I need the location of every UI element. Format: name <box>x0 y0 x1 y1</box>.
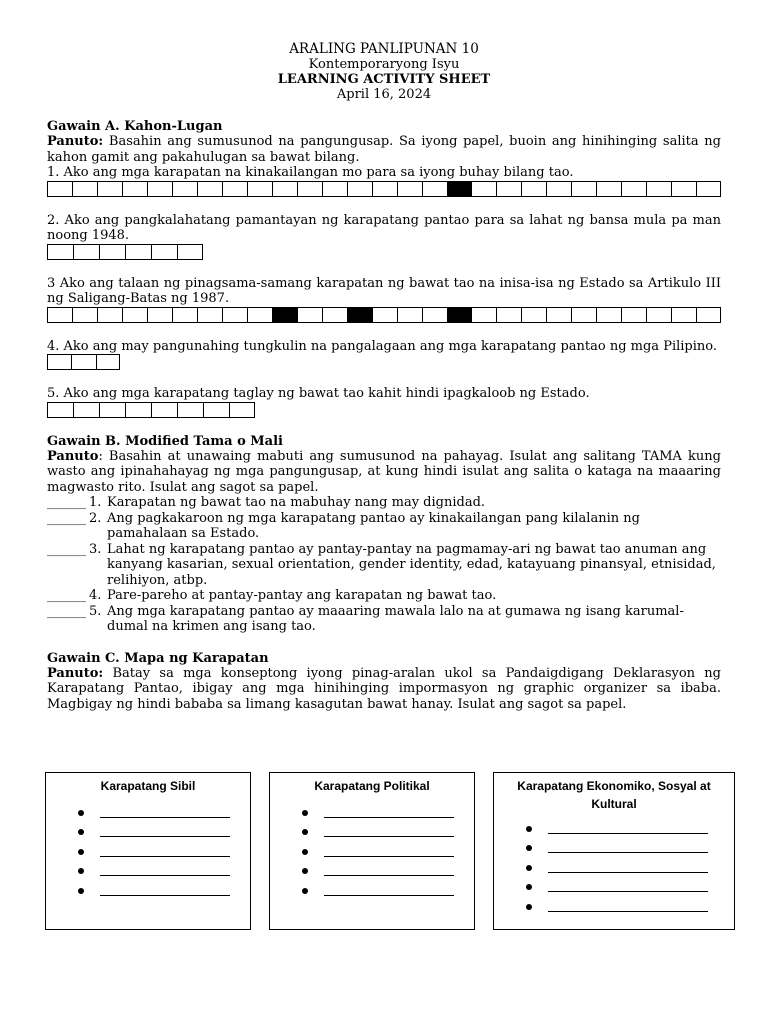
sheet-title: LEARNING ACTIVITY SHEET <box>277 72 491 87</box>
gawain-b-items <box>47 495 721 635</box>
tf-item-4 <box>47 588 721 604</box>
letter-cell[interactable] <box>671 307 696 323</box>
subject-title: ARALING PANLIPUNAN 10 <box>289 41 479 57</box>
letter-cell[interactable] <box>47 244 73 260</box>
question-1: 1. Ako ang mga karapatan na kinakailangan mo para sa iyong buhay bilang tao. <box>47 165 574 180</box>
gawain-c-instructions <box>47 666 721 713</box>
panuto-text: Batay sa mga konseptong iyong pinag-aralan ukol sa Pandaigdigang Deklarasyon ng Karapatang Pantao, ibigay ang mga hinihinging impormasyon ng graphic organizer sa ibaba. Magbigay ng hindi bababa sa limang kasagutan bawat hanay. Isulat ang sagot sa papel. <box>47 665 721 712</box>
question-4: 4. Ako ang may pangunahing tungkulin na pangalagaan ang mga karapatang pantao ng mga Pilipino. <box>47 338 717 354</box>
answer-line <box>78 862 230 882</box>
item-text: Pare-pareho at pantay-pantay ang karapatan ng bawat tao. <box>107 588 497 603</box>
bullet-icon <box>526 904 532 910</box>
gawain-c-title: Gawain C. Mapa ng Karapatan <box>47 650 269 666</box>
blank-line[interactable] <box>324 836 454 837</box>
letter-cell[interactable] <box>99 402 125 418</box>
letter-cell[interactable] <box>125 244 151 260</box>
letter-cell[interactable] <box>646 181 671 197</box>
blocked-cell <box>347 307 372 323</box>
letter-cell[interactable] <box>151 402 177 418</box>
bullet-icon <box>302 849 308 855</box>
answer-line <box>526 897 708 917</box>
box-title: Karapatang Politikal <box>314 779 430 793</box>
answer-line <box>302 823 454 843</box>
answer-grid-5 <box>47 402 721 418</box>
bullet-icon <box>78 849 84 855</box>
box-karapatang-sibil <box>45 772 251 930</box>
letter-cell[interactable] <box>47 181 72 197</box>
panuto-text: : Basahin at unawaing mabuti ang sumusunod na pahayag. Isulat ang salitang TAMA kung wasto ang ipinahahayag ng mga pangungusap, at kung hindi isulat ang salita o kataga na maaaring magwasto rito. Isulat ang sagot sa papel. <box>47 448 721 495</box>
subtitle: Kontemporaryong Isyu <box>308 57 460 72</box>
letter-cell[interactable] <box>621 307 646 323</box>
blank-line[interactable] <box>548 852 708 853</box>
answer-line <box>78 823 230 843</box>
letter-cell[interactable] <box>47 307 72 323</box>
letter-cell[interactable] <box>521 307 546 323</box>
blank-line[interactable] <box>100 875 230 876</box>
gawain-a-title: Gawain A. Kahon-Lugan <box>47 119 223 134</box>
worksheet <box>47 42 721 712</box>
letter-cell[interactable] <box>73 402 99 418</box>
answer-line <box>78 842 230 862</box>
gawain-a-instructions <box>47 134 721 165</box>
blank-line[interactable] <box>100 895 230 896</box>
letter-cell[interactable] <box>177 244 203 260</box>
blocked-cell <box>272 307 297 323</box>
letter-cell[interactable] <box>71 354 95 370</box>
tf-item-5 <box>47 604 721 635</box>
bullet-icon <box>78 868 84 874</box>
panuto-text: Basahin ang sumusunod na pangungusap. Sa iyong papel, buoin ang hinihinging salita ng kahon gamit ang pakahulugan sa bawat bilang. <box>47 134 721 165</box>
letter-cell[interactable] <box>397 307 422 323</box>
letter-cell[interactable] <box>297 307 322 323</box>
blank-line[interactable] <box>324 817 454 818</box>
answer-line <box>526 819 708 839</box>
item-text: Lahat ng karapatang pantao ay pantay-pantay na pagmamay-ari ng bawat tao anuman ang kanyang kasarian, sexual orientation, gender identity, edad, katayuang pinansyal, etnisidad, relihiyon, atbp. <box>107 541 716 588</box>
letter-cell[interactable] <box>272 181 297 197</box>
letter-cell[interactable] <box>422 307 447 323</box>
panuto-label: Panuto: <box>47 134 104 149</box>
letter-cell[interactable] <box>496 181 521 197</box>
bullet-icon <box>526 845 532 851</box>
answer-line <box>526 878 708 898</box>
blank-line[interactable] <box>100 817 230 818</box>
letter-cell[interactable] <box>172 181 197 197</box>
letter-cell[interactable] <box>197 307 222 323</box>
letter-cell[interactable] <box>47 354 71 370</box>
letter-cell[interactable] <box>229 402 255 418</box>
letter-cell[interactable] <box>471 307 496 323</box>
answer-blank[interactable]: ______ <box>47 495 86 510</box>
answer-line <box>302 881 454 901</box>
answer-grid-1 <box>47 181 721 197</box>
letter-cell[interactable] <box>222 307 247 323</box>
date: April 16, 2024 <box>336 87 432 102</box>
header <box>47 42 721 102</box>
box-karapatang-ekonomiko <box>493 772 735 930</box>
bullet-icon <box>302 829 308 835</box>
letter-cell[interactable] <box>125 402 151 418</box>
item-number: 1. <box>89 495 102 510</box>
letter-cell[interactable] <box>496 307 521 323</box>
blank-line[interactable] <box>548 911 708 912</box>
blank-line[interactable] <box>548 891 708 892</box>
letter-cell[interactable] <box>322 307 347 323</box>
answer-grid-3 <box>47 307 721 323</box>
letter-cell[interactable] <box>97 181 122 197</box>
answer-line <box>78 803 230 823</box>
gawain-a-items <box>47 165 721 418</box>
bullet-icon <box>302 810 308 816</box>
letter-cell[interactable] <box>546 181 571 197</box>
tf-item-2 <box>47 511 721 542</box>
question-3: 3 Ako ang talaan ng pinagsama-samang karapatan ng bawat tao na inisa-isa ng Estado sa Artikulo III ng Saligang-Batas ng 1987. <box>47 275 721 306</box>
bullet-icon <box>526 884 532 890</box>
bullet-icon <box>78 829 84 835</box>
bullet-icon <box>526 865 532 871</box>
letter-cell[interactable] <box>571 181 596 197</box>
answer-line <box>302 842 454 862</box>
bullet-icon <box>302 888 308 894</box>
item-number: 3. <box>89 541 102 557</box>
blank-line[interactable] <box>548 872 708 873</box>
letter-cell[interactable] <box>96 354 120 370</box>
letter-cell[interactable] <box>97 307 122 323</box>
box-title: Karapatang Sibil <box>100 779 196 793</box>
letter-cell[interactable] <box>247 181 272 197</box>
letter-cell[interactable] <box>72 307 97 323</box>
blank-line[interactable] <box>100 856 230 857</box>
item-number: 2. <box>89 510 102 526</box>
box-title: Karapatang Ekonomiko, Sosyal at Kultural <box>517 779 711 811</box>
blocked-cell <box>447 307 472 323</box>
box-karapatang-politikal <box>269 772 475 930</box>
answer-blank[interactable]: ______ <box>47 541 86 557</box>
letter-cell[interactable] <box>73 244 99 260</box>
letter-cell[interactable] <box>122 307 147 323</box>
answer-line <box>78 881 230 901</box>
letter-cell[interactable] <box>172 307 197 323</box>
answer-blank[interactable]: ______ <box>47 588 86 603</box>
letter-cell[interactable] <box>621 181 646 197</box>
letter-cell[interactable] <box>222 181 247 197</box>
blank-line[interactable] <box>324 875 454 876</box>
bullet-icon <box>78 888 84 894</box>
tf-item-3 <box>47 542 721 589</box>
letter-cell[interactable] <box>72 181 97 197</box>
panuto-label: Panuto <box>47 448 99 464</box>
letter-cell[interactable] <box>297 181 322 197</box>
letter-cell[interactable] <box>521 181 546 197</box>
blank-line[interactable] <box>324 856 454 857</box>
letter-cell[interactable] <box>372 307 397 323</box>
panuto-label: Panuto: <box>47 665 104 681</box>
letter-cell[interactable] <box>247 307 272 323</box>
blank-line[interactable] <box>548 833 708 834</box>
item-text: Ang pagkakaroon ng mga karapatang pantao ay kinakailangan pang kilalanin ng pamahalaan sa Estado. <box>107 510 640 541</box>
question-2: 2. Ako ang pangkalahatang pamantayan ng karapatang pantao para sa lahat ng bansa mula pa man noong 1948. <box>47 212 721 243</box>
question-5: 5. Ako ang mga karapatang taglay ng bawat tao kahit hindi ipagkaloob ng Estado. <box>47 386 590 401</box>
blank-line[interactable] <box>100 836 230 837</box>
letter-cell[interactable] <box>646 307 671 323</box>
letter-cell[interactable] <box>596 181 621 197</box>
blank-line[interactable] <box>324 895 454 896</box>
letter-cell[interactable] <box>696 307 721 323</box>
letter-cell[interactable] <box>471 181 496 197</box>
letter-cell[interactable] <box>671 181 696 197</box>
tf-item-1 <box>47 495 721 511</box>
item-number: 5. <box>89 603 102 619</box>
letter-cell[interactable] <box>151 244 177 260</box>
letter-cell[interactable] <box>147 307 172 323</box>
graphic-organizer <box>45 772 735 930</box>
letter-cell[interactable] <box>99 244 125 260</box>
letter-cell[interactable] <box>197 181 222 197</box>
letter-cell[interactable] <box>372 181 397 197</box>
bullet-icon <box>78 810 84 816</box>
blocked-cell <box>447 181 472 197</box>
letter-cell[interactable] <box>203 402 229 418</box>
bullet-icon <box>302 868 308 874</box>
letter-cell[interactable] <box>546 307 571 323</box>
letter-cell[interactable] <box>397 181 422 197</box>
letter-cell[interactable] <box>147 181 172 197</box>
answer-line <box>526 839 708 859</box>
gawain-b-title: Gawain B. Modified Tama o Mali <box>47 433 283 449</box>
letter-cell[interactable] <box>571 307 596 323</box>
answer-line <box>302 862 454 882</box>
answer-grid-4 <box>47 354 721 370</box>
letter-cell[interactable] <box>422 181 447 197</box>
answer-line <box>526 858 708 878</box>
answer-blank[interactable]: ______ <box>47 510 86 526</box>
answer-blank[interactable]: ______ <box>47 603 86 619</box>
letter-cell[interactable] <box>347 181 372 197</box>
answer-line <box>302 803 454 823</box>
letter-cell[interactable] <box>122 181 147 197</box>
answer-grid-2 <box>47 244 721 260</box>
item-number: 4. <box>89 588 102 603</box>
bullet-icon <box>526 826 532 832</box>
gawain-b-instructions <box>47 449 721 496</box>
item-text: Karapatan ng bawat tao na mabuhay nang may dignidad. <box>107 495 486 510</box>
item-text: Ang mga karapatang pantao ay maaaring mawala lalo na at gumawa ng isang karumal-dumal na krimen ang isang tao. <box>107 603 684 634</box>
letter-cell[interactable] <box>696 181 721 197</box>
letter-cell[interactable] <box>596 307 621 323</box>
letter-cell[interactable] <box>177 402 203 418</box>
letter-cell[interactable] <box>322 181 347 197</box>
letter-cell[interactable] <box>47 402 73 418</box>
